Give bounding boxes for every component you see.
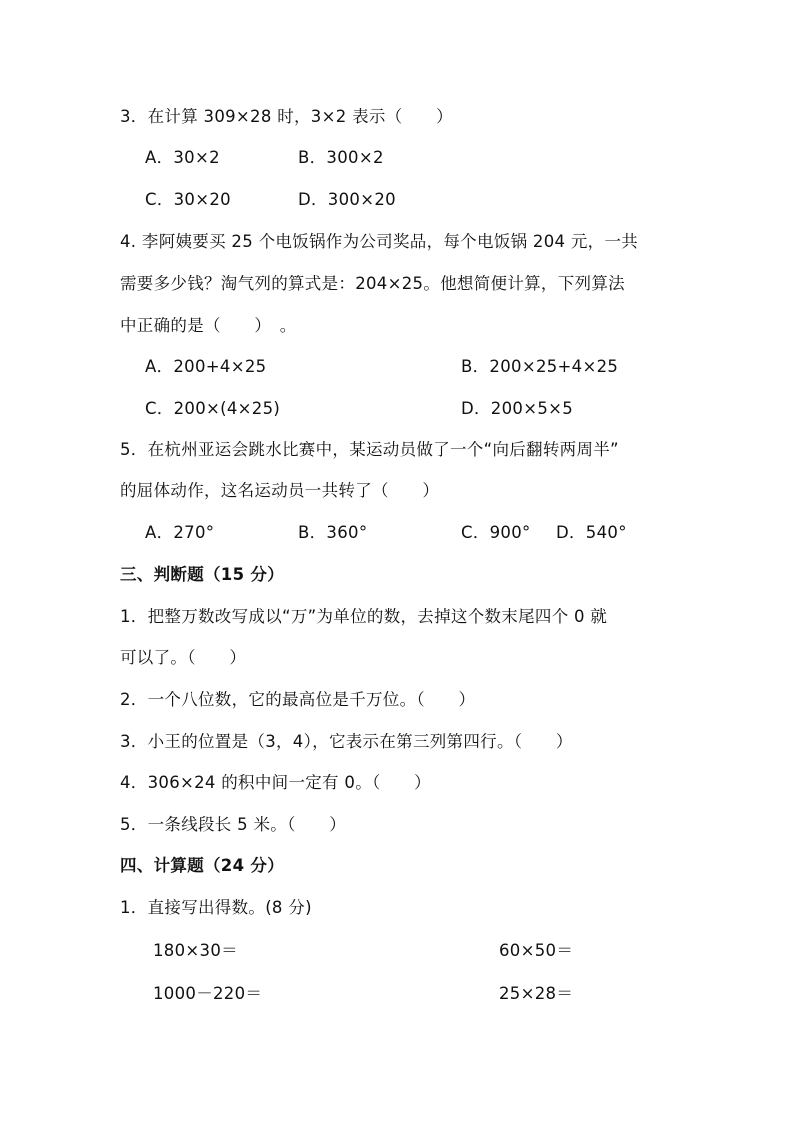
q3-option-d: D．300×20 <box>298 190 396 209</box>
calc-expression-4: 25×28＝ <box>499 984 574 1003</box>
q5-option-a: A．270° <box>145 523 215 542</box>
section3-heading: 三、判断题（15 分） <box>120 565 285 584</box>
section3-item3: 3．小王的位置是（3，4），它表示在第三列第四行。（ ） <box>120 732 573 751</box>
section3-item1-line2: 可以了。（ ） <box>120 648 247 667</box>
q3-stem: 3．在计算 309×28 时，3×2 表示（ ） <box>120 107 453 126</box>
q5-option-c: C．900° <box>461 523 531 542</box>
section4-sub1: 1．直接写出得数。(8 分) <box>120 898 312 917</box>
section4-heading: 四、计算题（24 分） <box>120 856 285 875</box>
q5-stem-line1: 5．在杭州亚运会跳水比赛中，某运动员做了一个“向后翻转两周半” <box>120 440 619 459</box>
q4-option-d: D．200×5×5 <box>461 399 574 418</box>
section3-item5: 5．一条线段长 5 米。（ ） <box>120 815 347 834</box>
q4-option-c: C．200×(4×25) <box>145 399 281 418</box>
q4-stem-line1: 4. 李阿姨要买 25 个电饭锅作为公司奖品，每个电饭锅 204 元，一共 <box>120 232 639 251</box>
calc-expression-3: 1000－220＝ <box>153 984 263 1003</box>
q5-stem-line2: 的屈体动作，这名运动员一共转了（ ） <box>120 481 440 500</box>
section3-item2: 2．一个八位数，它的最高位是千万位。（ ） <box>120 690 476 709</box>
calc-expression-2: 60×50＝ <box>499 941 574 960</box>
q5-option-b: B．360° <box>298 523 368 542</box>
q4-option-a: A．200+4×25 <box>145 357 267 376</box>
q4-stem-line3: 中正确的是（ ） 。 <box>120 316 297 335</box>
q3-option-b: B．300×2 <box>298 148 384 167</box>
q3-option-a: A．30×2 <box>145 148 220 167</box>
q4-stem-line2: 需要多少钱？淘气列的算式是：204×25。他想简便计算，下列算法 <box>120 274 625 293</box>
q3-option-c: C．30×20 <box>145 190 231 209</box>
q4-option-b: B．200×25+4×25 <box>461 357 619 376</box>
q5-option-d: D．540° <box>556 523 627 542</box>
calc-expression-1: 180×30＝ <box>153 941 238 960</box>
section3-item4: 4．306×24 的积中间一定有 0。（ ） <box>120 773 431 792</box>
section3-item1-line1: 1．把整万数改写成以“万”为单位的数，去掉这个数末尾四个 0 就 <box>120 607 608 626</box>
